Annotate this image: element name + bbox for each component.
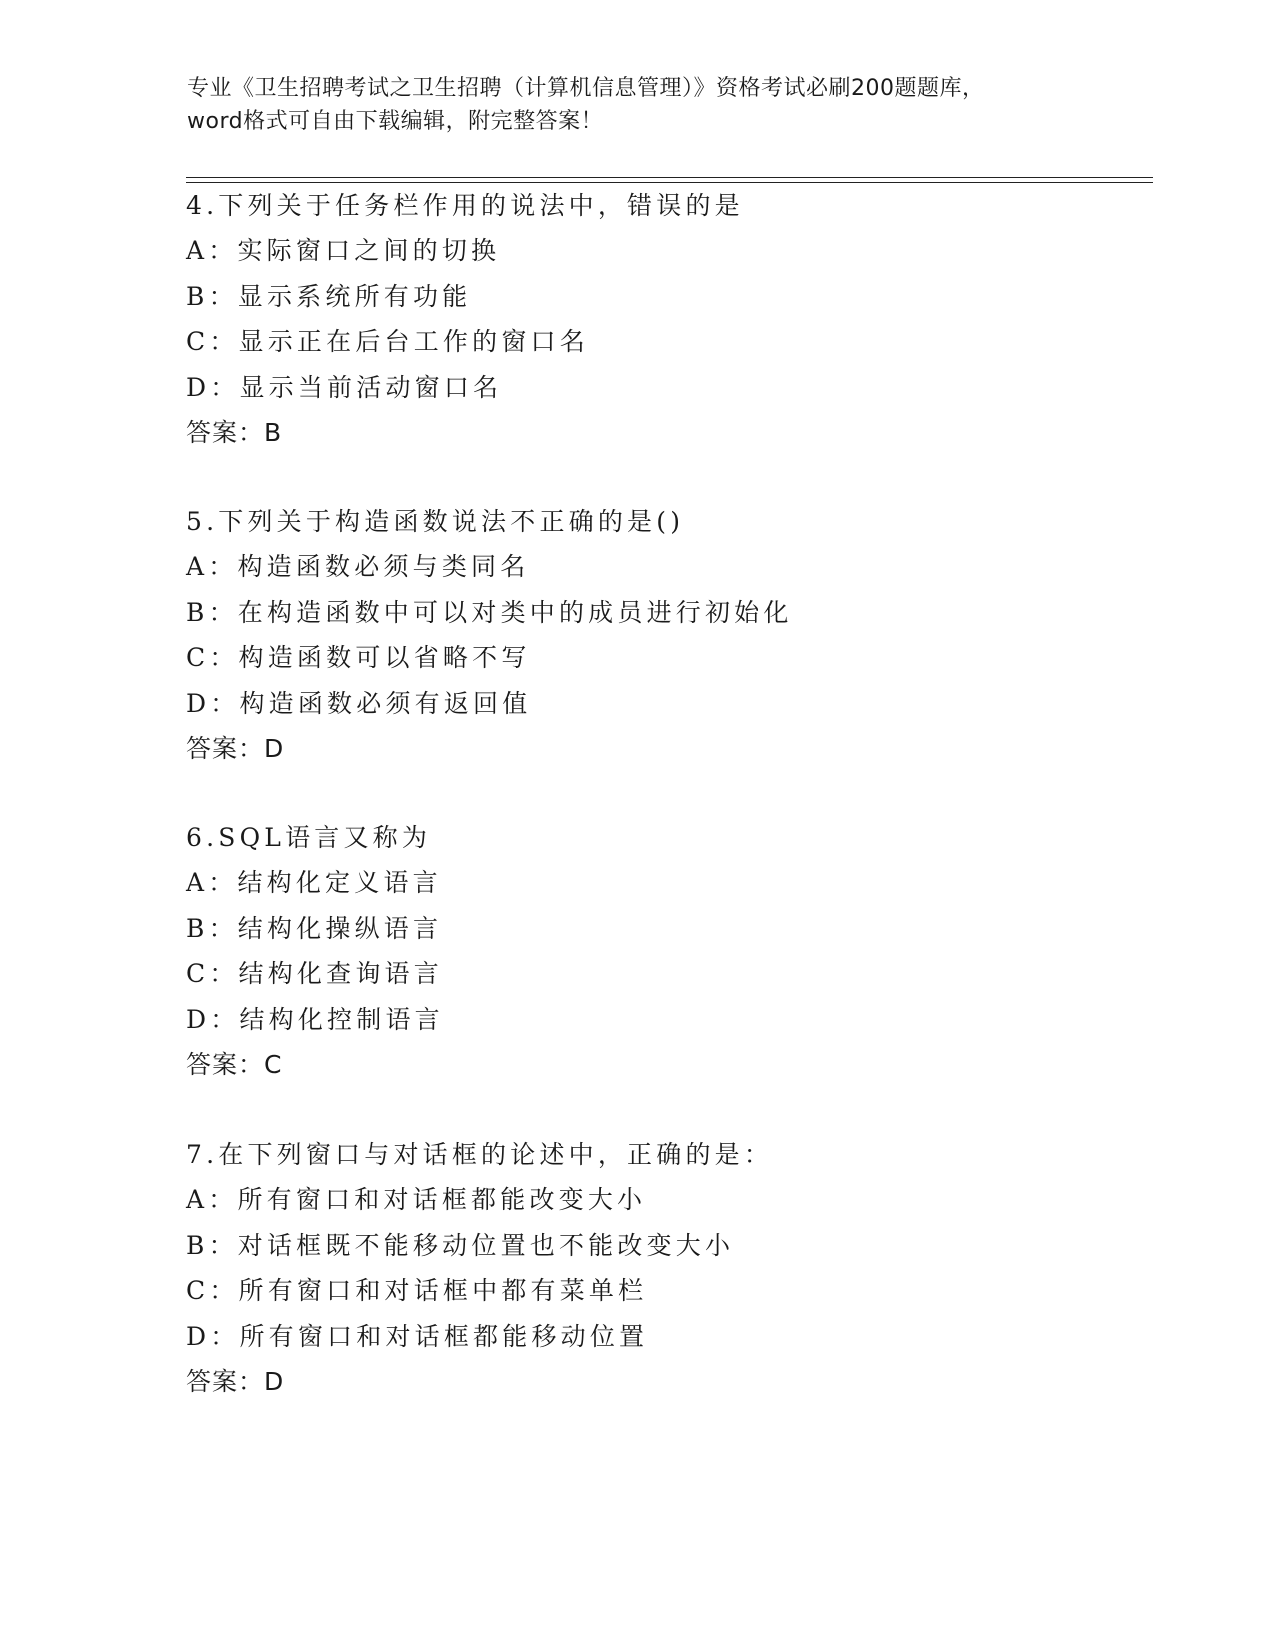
option-c: C：显示正在后台工作的窗口名 [186, 327, 589, 357]
question-stem: 5.下列关于构造函数说法不正确的是() [186, 507, 685, 536]
answer: 答案：D [186, 733, 285, 763]
option-b: B：对话框既不能移动位置也不能改变大小 [186, 1230, 735, 1260]
option-a: A：所有窗口和对话框都能改变大小 [186, 1185, 647, 1215]
answer: 答案：C [186, 1049, 283, 1079]
option-d: D：显示当前活动窗口名 [186, 372, 503, 402]
option-b: B：结构化操纵语言 [186, 913, 443, 943]
option-c: C：所有窗口和对话框中都有菜单栏 [186, 1276, 648, 1306]
header-line-1: 专业《卫生招聘考试之卫生招聘（计算机信息管理）》资格考试必刷200题题库， [187, 76, 985, 101]
question-stem: 4.下列关于任务栏作用的说法中，错误的是 [186, 191, 744, 220]
header-line-2: word格式可自由下载编辑，附完整答案！ [187, 109, 604, 134]
option-a: A：构造函数必须与类同名 [186, 552, 530, 582]
option-d: D：所有窗口和对话框都能移动位置 [186, 1321, 649, 1351]
option-d: D：结构化控制语言 [186, 1004, 444, 1034]
question-stem: 7.在下列窗口与对话框的论述中，正确的是： [186, 1140, 774, 1169]
answer: 答案：B [186, 417, 283, 447]
document-header [187, 72, 1087, 138]
question-block [186, 183, 1146, 455]
question-stem: 6.SQL语言又称为 [186, 823, 432, 852]
option-b: B：在构造函数中可以对类中的成员进行初始化 [186, 597, 793, 627]
option-a: A：结构化定义语言 [186, 868, 442, 898]
question-block [186, 499, 1146, 771]
option-a: A：实际窗口之间的切换 [186, 236, 501, 266]
question-block [186, 1132, 1146, 1404]
question-block [186, 815, 1146, 1087]
option-b: B：显示系统所有功能 [186, 281, 472, 311]
option-d: D：构造函数必须有返回值 [186, 688, 532, 718]
header-divider-top [186, 177, 1153, 178]
answer: 答案：D [186, 1366, 285, 1396]
option-c: C：结构化查询语言 [186, 959, 443, 989]
option-c: C：构造函数可以省略不写 [186, 643, 531, 673]
